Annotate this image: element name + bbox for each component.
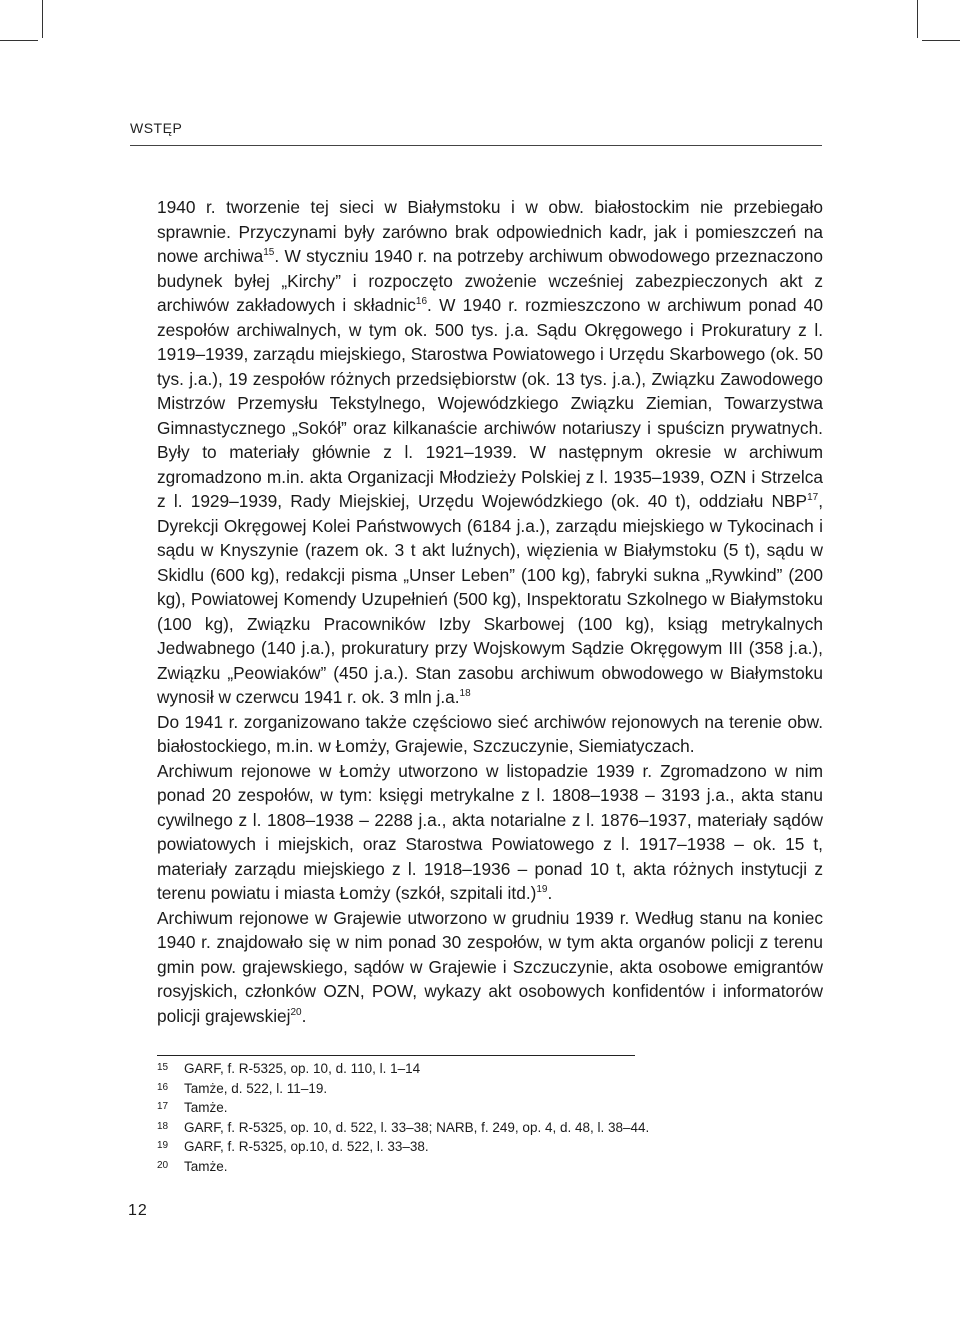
footnote-number: 20 [157, 1159, 169, 1171]
footnote-text: Tamże. [184, 1158, 228, 1174]
footnote [157, 1159, 823, 1179]
footnote-ref-15[interactable]: 15 [263, 247, 275, 259]
footnote-ref-19[interactable]: 19 [536, 884, 548, 896]
footnote-text: GARF, f. R-5325, op. 10, d. 110, l. 1‒14 [184, 1061, 421, 1076]
page-number: 12 [128, 1202, 148, 1219]
crop-mark-top-right-h [922, 40, 960, 41]
footnote [157, 1081, 823, 1101]
crop-mark-top-right [917, 0, 918, 38]
footnote-ref-18[interactable]: 18 [459, 688, 471, 700]
crop-mark-top-left-h [0, 40, 38, 41]
crop-mark-top-left [42, 0, 43, 38]
header-rule [130, 145, 822, 146]
footnote-number: 18 [157, 1120, 169, 1132]
footnote [157, 1120, 823, 1140]
paragraph-2: Do 1941 r. zorganizowano także częściowo sieć archiwów rejonowych na terenie obw. białostockiego, m.in. w Łomży, Grajewie, Szczuczynie, Siemiatyczach. [157, 711, 823, 756]
paragraph-3: Archiwum rejonowe w Łomży utworzono w listopadzie 1939 r. Zgromadzono w nim ponad 20 zespołów, w tym: księgi metrykalne z l. 1808‒1938 ‒ 3193 j.a., akta stanu cywilnego z l. 1808‒1938 ‒ 2288 j.a., akta notarialne z l. 1876‒1937, materiały sądów powiatowych i miejskich, oraz Starostwa Powiatowego z l. 1917‒1938 ‒ ok. 15 t, materiały zarządu miejskiego z l. 1918‒1936 ‒ ponad 10 t, akta różnych instytucji z terenu powiatu i miasta Łomży (szkół, szpitali itd.)$^{19}$. [157, 760, 823, 903]
footnote-number: 17 [157, 1101, 169, 1113]
footnote [157, 1139, 823, 1159]
paragraph-1: 1940 r. tworzenie tej sieci w Białymstoku i w obw. białostockim nie przebiegało sprawnie. Przyczynami były zarówno brak odpowiednich kadr, jak i pomieszczeń na nowe archiwa$^{15}$. W styczniu 1940 r. na potrzeby archiwum obwodowego przeznaczono budynek byłej „Kirchy” i rozpoczęto zwożenie wcześniej zabezpieczonych akt z archiwów zakładowych i składnic$^{16}$. W 1940 r. rozmieszczono w archiwum ponad 40 zespołów archiwalnych, w tym ok. 500 tys. j.a. Sądu Okręgowego i Prokuratury z l. 1919‒1939, zarządu miejskiego, Starostwa Powiatowego i Urzędu Skarbowego (ok. 50 tys. j.a.), 19 zespołów różnych przedsiębiorstw (ok. 13 tys. j.a.), Związku Zawodowego Mistrzów Przemysłu Tekstylnego, Wojewódzkiego Związku Ziemian, Towarzystwa Gimnastycznego „Sokół” oraz kilkanaście archiwów notariuszy i spuścizn prywatnych. Były to materiały głównie z l. 1921‒1939. W następnym okresie w archiwum zgromadzono m.in. akta Organizacji Młodzieży Polskiej z l. 1935‒1939, OZN i Strzelca z l. 1929‒1939, Rady Miejskiej, Urzędu Wojewódzkiego (ok. 40 t), oddziału NBP$^{17}$, Dyrekcji Okręgowej Kolei Państwowych (6184 j.a.), zarządu miejskiego w Tykocinach i sądu w Knyszynie (razem ok. 3 t akt luźnych), więzienia w Białymstoku (5 t), sądu w Skidlu (600 kg), redakcji pisma „Unser Leben” (100 kg), fabryki sukna „Rywkind” (200 kg), Powiatowej Komendy Uzupełnień (500 kg), Inspektoratu Szkolnego w Białymstoku (100 kg), Związku Pracowników Izby Skarbowej (100 kg), ksiąg metrykalnych Jedwabnego (140 j.a.), prokuratury przy Wojskowym Sądzie Okręgowym III (358 j.a.), Związku „Peowiaków” (450 j.a.). Stan zasobu archiwum obwodowego w Białymstoku wynosił w czerwcu 1941 r. ok. 3 mln j.a.$^{18}$ [157, 197, 823, 707]
footnote [157, 1100, 823, 1120]
footnote-text: Tamże. [184, 1100, 228, 1116]
running-head: WSTĘP [130, 120, 183, 136]
footnote-ref-17[interactable]: 17 [807, 492, 819, 504]
footnote-number: 19 [157, 1140, 169, 1152]
footnote-ref-16[interactable]: 16 [415, 296, 428, 308]
footnote-separator [157, 1055, 635, 1056]
footnote-text: GARF, f. R-5325, op. 10, d. 522, l. 33‒38; NARB, f. 249, op. 4, d. 48, l. 38‒44. [184, 1119, 650, 1135]
footnote [157, 1061, 823, 1081]
footnote-text: GARF, f. R-5325, op.10, d. 522, l. 33‒38. [184, 1139, 429, 1155]
footnote-text: Tamże, d. 522, l. 11‒19. [184, 1080, 328, 1096]
footnote-number: 16 [157, 1081, 169, 1093]
body-text [157, 195, 823, 1028]
footnote-number: 15 [157, 1062, 169, 1073]
footnote-ref-20[interactable]: 20 [290, 1006, 302, 1018]
paragraph-4: Archiwum rejonowe w Grajewie utworzono w grudniu 1939 r. Według stanu na koniec 1940 r. znajdowało się w nim ponad 30 zespołów, w tym akta organów policji z terenu gmin pow. grajewskiego, sądów w Grajewie i Szczuczynie, akta osobowe emigrantów rosyjskich, członków OZN, POW, wykazy akt osobowych konfidentów i informatorów policji grajewskiej$^{20}$. [157, 907, 823, 1026]
footnotes [157, 1061, 823, 1179]
